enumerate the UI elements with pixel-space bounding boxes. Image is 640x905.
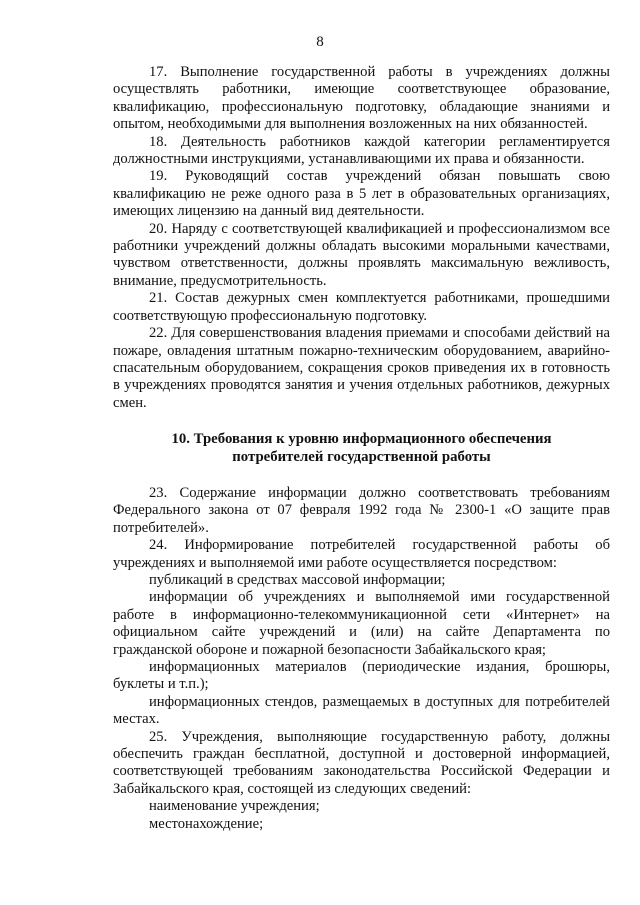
paragraph-19: 19. Руководящий состав учреждений обязан повышать свою квалификацию не реже одного раза в 5 лет в образовательных организациях, имеющих лицензию на данный вид деятельности. — [113, 168, 610, 220]
paragraph-24-item-internet: информации об учреждениях и выполняемой ими государственной работе в информационно-телекоммуникационной сети «Интернет» на официальном сайте учреждений и (или) на сайте Департамента по гражданской обороне и пожарной безопасности Забайкальского края; — [113, 589, 610, 658]
paragraph-23: 23. Содержание информации должно соответствовать требованиям Федерального закона от 07 февраля 1992 года № 2300-1 «О защите прав потребителей». — [113, 484, 610, 536]
document-body — [113, 64, 610, 833]
paragraph-25: 25. Учреждения, выполняющие государственную работу, должны обеспечить граждан бесплатной, доступной и достоверной информацией, соответствующей требованиям законодательства Российской Федерации и Забайкальского края, состоящей из следующих сведений: — [113, 728, 610, 797]
page-number: 8 — [316, 34, 324, 50]
paragraph-20: 20. Наряду с соответствующей квалификацией и профессионализмом все работники учреждений должны обладать высокими моральными качествами, чувством ответственности, должны проявлять максимальную вежливость, внимание, предусмотрительность. — [113, 220, 610, 289]
paragraph-18: 18. Деятельность работников каждой категории регламентируется должностными инструкциями, устанавливающими их права и обязанности. — [113, 133, 610, 168]
paragraph-24: 24. Информирование потребителей государственной работы об учреждениях и выполняемой ими работе осуществляется посредством: — [113, 537, 610, 571]
paragraph-24-item-media: публикаций в средствах массовой информации; — [149, 571, 446, 588]
list-item: наименование учреждения; — [149, 798, 320, 815]
spacer — [113, 466, 610, 485]
paragraph-17: 17. Выполнение государственной работы в учреждениях должны осуществлять работники, имеющие соответствующее образование, квалификацию, профессиональную подготовку, обладающие знаниями и опытом, необходимыми для выполнения возложенных на них обязанностей. — [113, 64, 610, 133]
list-item: местонахождение; — [149, 815, 264, 832]
paragraph-21: 21. Состав дежурных смен комплектуется работниками, прошедшими соответствующую профессиональную подготовку. — [113, 290, 610, 324]
spacer — [113, 412, 610, 431]
paragraph-22: 22. Для совершенствования владения приемами и способами действий на пожаре, овладения штатным пожарно-техническим оборудованием, аварийно-спасательным оборудованием, сокращения сроков приведения их в готовность в учреждениях проводятся занятия и учения отдельных работников, дежурных смен. — [113, 325, 610, 411]
section-title-line-1: 10. Требования к уровню информационного обеспечения — [171, 431, 552, 448]
paragraph-24-item-materials: информационных материалов (периодические издания, брошюры, буклеты и т.п.); — [113, 659, 610, 693]
section-title-line-2: потребителей государственной работы — [232, 448, 491, 465]
paragraph-24-item-stands: информационных стендов, размещаемых в доступных для потребителей местах. — [113, 693, 610, 728]
